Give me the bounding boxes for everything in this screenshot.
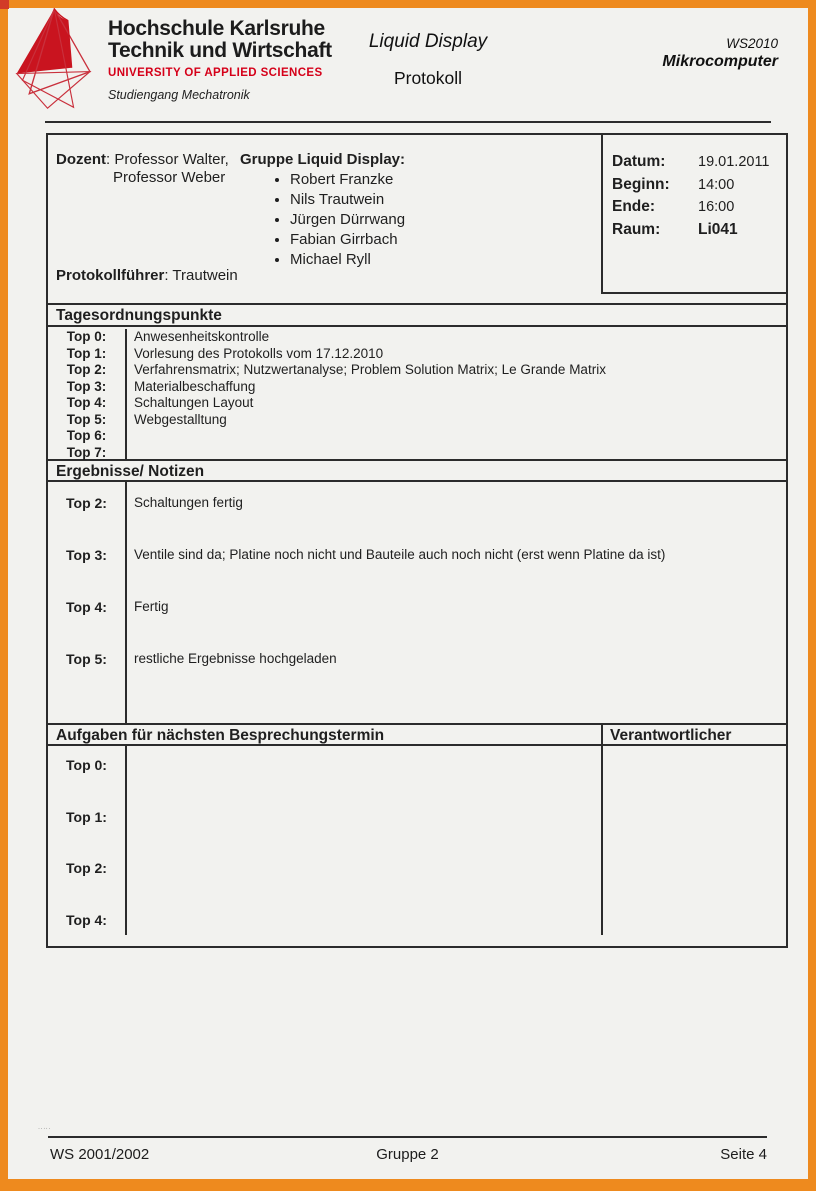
task-item-text <box>125 860 134 876</box>
meta-row-ende <box>612 196 786 219</box>
responsible-column-title: Verantwortlicher <box>601 725 786 744</box>
meeting-meta-cell <box>601 135 786 294</box>
agenda-item-text <box>125 428 786 445</box>
result-item-label: Top 5: <box>66 651 107 667</box>
dozent-label: Dozent <box>56 151 106 168</box>
raum-value: Li041 <box>698 220 738 238</box>
table-row <box>48 362 786 379</box>
task-item-label: Top 1: <box>66 809 107 825</box>
protokollfuehrer-value: : Trautwein <box>164 267 238 284</box>
meta-row-raum <box>612 219 786 242</box>
footer-divider <box>48 1136 767 1138</box>
footer-page-number: Seite 4 <box>720 1146 767 1163</box>
agenda-item-text <box>125 445 786 462</box>
table-row <box>48 379 786 396</box>
beginn-label: Beginn: <box>612 175 670 193</box>
table-row <box>48 599 786 615</box>
task-item-label: Top 4: <box>66 912 107 928</box>
table-row <box>48 445 786 462</box>
table-row <box>48 428 786 445</box>
agenda-item-label: Top 0: <box>66 329 107 344</box>
tasks-section-title: Aufgaben für nächsten Besprechungstermin <box>56 727 385 744</box>
task-item-text <box>125 757 134 773</box>
group-label: Gruppe Liquid Display: <box>240 151 406 168</box>
agenda-item-text: Verfahrensmatrix; Nutzwertanalyse; Problem Solution Matrix; Le Grande Matrix <box>125 362 786 379</box>
label-column-divider <box>125 746 127 935</box>
document-type: Protokoll <box>393 68 463 88</box>
table-row <box>48 412 786 429</box>
agenda-list <box>48 327 786 461</box>
table-row <box>48 547 786 563</box>
list-item: • Fabian Girrbach <box>290 230 405 250</box>
task-item-label: Top 2: <box>66 860 107 876</box>
agenda-item-label: Top 7: <box>66 444 107 460</box>
protokollfuehrer-label: Protokollführer <box>56 267 165 284</box>
datum-label: Datum: <box>612 153 666 170</box>
agenda-item-label: Top 5: <box>66 411 107 427</box>
agenda-item-text: Schaltungen Layout <box>125 395 786 412</box>
frame-corner-accent <box>0 0 9 9</box>
project-title: Liquid Display <box>368 31 488 52</box>
agenda-item-text: Anwesenheitskontrolle <box>125 329 786 346</box>
result-item-label: Top 3: <box>66 547 107 563</box>
table-row <box>48 395 786 412</box>
document-title-block <box>316 31 540 89</box>
group-member-list <box>240 170 405 270</box>
responsible-column-divider <box>601 746 603 935</box>
footnote-mark: ····· <box>38 1126 51 1132</box>
institution-block <box>108 18 332 102</box>
hochschule-karlsruhe-logo-icon <box>14 8 110 114</box>
task-item-label: Top 0: <box>66 757 107 773</box>
group-field <box>240 151 405 270</box>
table-row <box>48 860 786 876</box>
ende-label: Ende: <box>612 198 656 215</box>
result-item-text: restliche Ergebnisse hochgeladen <box>134 651 337 666</box>
results-section-title: Ergebnisse/ Notizen <box>48 461 786 482</box>
result-item-label: Top 4: <box>66 599 107 615</box>
tasks-header-row <box>48 725 786 746</box>
beginn-value: 14:00 <box>698 176 735 193</box>
agenda-item-label: Top 1: <box>66 345 107 361</box>
list-item: • Robert Franzke <box>290 170 405 190</box>
protocol-table <box>46 133 788 948</box>
table-row <box>48 329 786 346</box>
meta-row-datum <box>612 151 786 174</box>
list-item: • Nils Trautwein <box>290 190 405 210</box>
table-row <box>48 346 786 363</box>
agenda-item-text: Webgestalltung <box>125 412 786 429</box>
raum-label: Raum: <box>612 220 661 238</box>
table-row <box>48 912 786 928</box>
result-item-text: Fertig <box>134 599 169 614</box>
table-row <box>48 495 786 511</box>
institution-name-line2: Technik und Wirtschaft <box>108 39 332 62</box>
agenda-item-text: Materialbeschaffung <box>125 379 786 396</box>
footer-term: WS 2001/2002 <box>50 1146 150 1163</box>
info-row <box>48 135 786 305</box>
agenda-item-text: Vorlesung des Protokolls vom 17.12.2010 <box>125 346 786 363</box>
table-row <box>48 651 786 667</box>
meta-row-beginn <box>612 174 786 197</box>
dozent-field <box>56 151 229 187</box>
ende-value: 16:00 <box>698 199 735 215</box>
term-block <box>662 36 778 71</box>
footer-group: Gruppe 2 <box>376 1146 439 1163</box>
institution-subtitle: UNIVERSITY OF APPLIED SCIENCES <box>108 67 323 79</box>
agenda-item-label: Top 4: <box>66 395 107 410</box>
result-item-text: Schaltungen fertig <box>134 495 243 510</box>
list-item: • Jürgen Dürrwang <box>290 210 405 230</box>
course-label: Mikrocomputer <box>662 53 778 70</box>
dozent-value-line2: Professor Weber <box>113 169 226 186</box>
datum-value: 19.01.2011 <box>698 154 770 170</box>
agenda-section-title: Tagesordnungspunkte <box>48 305 786 327</box>
table-row <box>48 809 786 825</box>
term-label: WS2010 <box>726 36 778 51</box>
list-item: • Michael Ryll <box>290 250 405 270</box>
table-row <box>48 757 786 773</box>
header-divider <box>45 121 771 123</box>
institution-name-line1: Hochschule Karlsruhe <box>108 17 325 40</box>
results-list <box>48 482 786 725</box>
agenda-item-label: Top 6: <box>66 428 107 443</box>
dozent-value-line1: : Professor Walter, <box>106 151 229 168</box>
result-item-text: Ventile sind da; Platine noch nicht und Bauteile auch noch nicht (erst wenn Platine da ist) <box>134 547 666 562</box>
protokollfuehrer-field <box>56 267 238 284</box>
agenda-item-label: Top 2: <box>66 362 107 377</box>
program-name: Studiengang Mechatronik <box>108 88 250 102</box>
agenda-item-label: Top 3: <box>66 378 107 394</box>
result-item-label: Top 2: <box>66 495 107 511</box>
tasks-list <box>48 746 786 935</box>
task-item-text <box>125 809 134 825</box>
task-item-text <box>125 912 134 928</box>
